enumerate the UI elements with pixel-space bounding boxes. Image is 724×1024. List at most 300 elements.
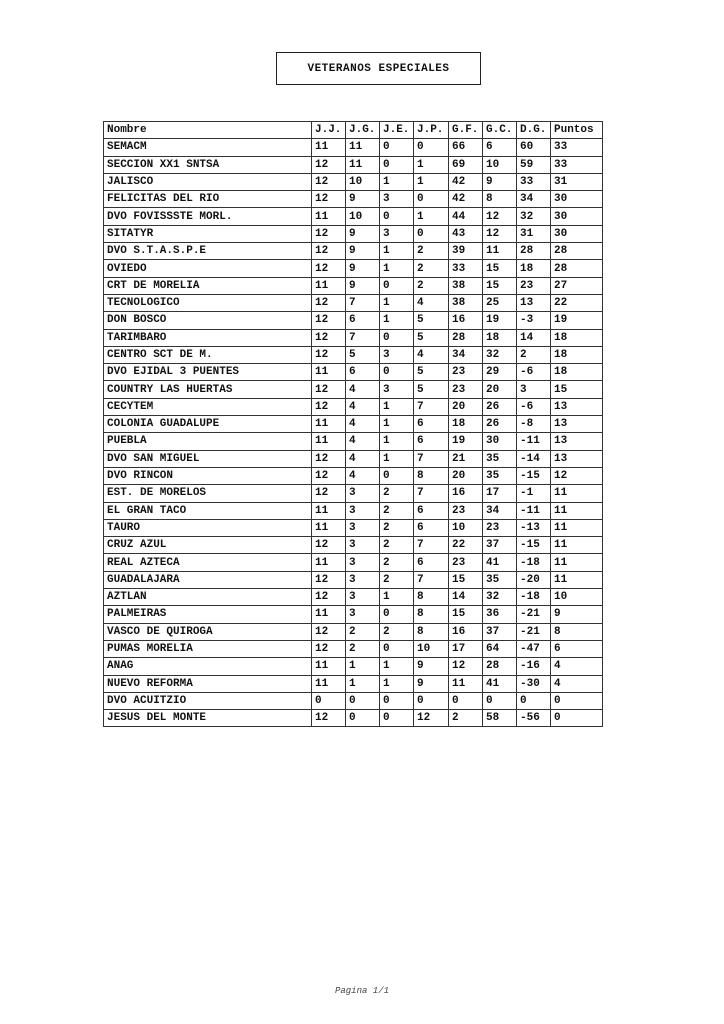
- cell-je: 0: [380, 606, 414, 623]
- table-body: [104, 139, 603, 727]
- cell-points: 6: [551, 640, 603, 657]
- cell-points: 13: [551, 416, 603, 433]
- cell-jp: 8: [414, 467, 449, 484]
- cell-jg: 3: [346, 485, 380, 502]
- cell-points: 28: [551, 260, 603, 277]
- cell-jp: 7: [414, 398, 449, 415]
- cell-points: 13: [551, 433, 603, 450]
- cell-jj: 11: [312, 277, 346, 294]
- cell-dg: -30: [517, 675, 551, 692]
- cell-jj: 12: [312, 243, 346, 260]
- cell-name: ANAG: [104, 658, 312, 675]
- cell-jp: 6: [414, 519, 449, 536]
- cell-gc: 32: [483, 589, 517, 606]
- column-header-jp: J.P.: [414, 122, 449, 139]
- cell-dg: -11: [517, 433, 551, 450]
- cell-jp: 7: [414, 450, 449, 467]
- cell-gf: 0: [449, 692, 483, 709]
- table-row: [104, 225, 603, 242]
- table-row: [104, 467, 603, 484]
- cell-jp: 4: [414, 346, 449, 363]
- cell-name: REAL AZTECA: [104, 554, 312, 571]
- page-footer: Pagina 1/1: [334, 986, 389, 996]
- cell-gc: 36: [483, 606, 517, 623]
- cell-gf: 23: [449, 502, 483, 519]
- cell-jg: 4: [346, 450, 380, 467]
- cell-points: 22: [551, 294, 603, 311]
- column-header-jj: J.J.: [312, 122, 346, 139]
- cell-gc: 10: [483, 156, 517, 173]
- cell-jg: 7: [346, 294, 380, 311]
- cell-gc: 11: [483, 243, 517, 260]
- cell-gf: 2: [449, 710, 483, 727]
- cell-gc: 32: [483, 346, 517, 363]
- cell-jg: 3: [346, 571, 380, 588]
- table-row: [104, 260, 603, 277]
- cell-dg: -18: [517, 554, 551, 571]
- cell-points: 9: [551, 606, 603, 623]
- cell-jj: 12: [312, 294, 346, 311]
- cell-gc: 58: [483, 710, 517, 727]
- cell-gc: 6: [483, 139, 517, 156]
- cell-name: CRUZ AZUL: [104, 537, 312, 554]
- cell-jj: 12: [312, 450, 346, 467]
- cell-gc: 15: [483, 277, 517, 294]
- table-row: [104, 346, 603, 363]
- cell-dg: -20: [517, 571, 551, 588]
- table-row: [104, 139, 603, 156]
- cell-name: EST. DE MORELOS: [104, 485, 312, 502]
- cell-dg: -21: [517, 623, 551, 640]
- cell-dg: 59: [517, 156, 551, 173]
- cell-jj: 12: [312, 225, 346, 242]
- cell-jg: 1: [346, 658, 380, 675]
- cell-je: 3: [380, 191, 414, 208]
- cell-gc: 26: [483, 416, 517, 433]
- cell-je: 2: [380, 502, 414, 519]
- cell-name: JALISCO: [104, 173, 312, 190]
- cell-name: DVO EJIDAL 3 PUENTES: [104, 364, 312, 381]
- cell-je: 0: [380, 692, 414, 709]
- cell-name: DON BOSCO: [104, 312, 312, 329]
- cell-je: 3: [380, 225, 414, 242]
- table-row: [104, 329, 603, 346]
- cell-name: VASCO DE QUIROGA: [104, 623, 312, 640]
- cell-gc: 15: [483, 260, 517, 277]
- cell-name: TARIMBARO: [104, 329, 312, 346]
- cell-jg: 4: [346, 381, 380, 398]
- table-row: [104, 312, 603, 329]
- cell-jp: 6: [414, 416, 449, 433]
- cell-name: AZTLAN: [104, 589, 312, 606]
- cell-points: 11: [551, 537, 603, 554]
- cell-je: 0: [380, 156, 414, 173]
- cell-points: 15: [551, 381, 603, 398]
- cell-name: DVO ACUITZIO: [104, 692, 312, 709]
- cell-jj: 11: [312, 519, 346, 536]
- cell-je: 1: [380, 589, 414, 606]
- cell-je: 1: [380, 398, 414, 415]
- cell-name: OVIEDO: [104, 260, 312, 277]
- table-row: [104, 554, 603, 571]
- cell-dg: 23: [517, 277, 551, 294]
- cell-gf: 39: [449, 243, 483, 260]
- cell-dg: -15: [517, 467, 551, 484]
- cell-gf: 20: [449, 398, 483, 415]
- cell-jj: 11: [312, 502, 346, 519]
- cell-points: 8: [551, 623, 603, 640]
- cell-gf: 43: [449, 225, 483, 242]
- cell-dg: -6: [517, 364, 551, 381]
- cell-jj: 11: [312, 658, 346, 675]
- cell-jp: 5: [414, 329, 449, 346]
- cell-dg: 2: [517, 346, 551, 363]
- cell-points: 13: [551, 450, 603, 467]
- cell-jp: 6: [414, 433, 449, 450]
- cell-je: 2: [380, 571, 414, 588]
- cell-je: 2: [380, 554, 414, 571]
- cell-points: 12: [551, 467, 603, 484]
- cell-name: PUMAS MORELIA: [104, 640, 312, 657]
- cell-jj: 12: [312, 191, 346, 208]
- cell-dg: -56: [517, 710, 551, 727]
- cell-points: 19: [551, 312, 603, 329]
- cell-dg: -21: [517, 606, 551, 623]
- cell-jp: 6: [414, 502, 449, 519]
- cell-name: JESUS DEL MONTE: [104, 710, 312, 727]
- cell-dg: -1: [517, 485, 551, 502]
- cell-je: 3: [380, 346, 414, 363]
- cell-jp: 0: [414, 225, 449, 242]
- cell-jg: 6: [346, 312, 380, 329]
- cell-jg: 3: [346, 554, 380, 571]
- table-row: [104, 571, 603, 588]
- cell-points: 11: [551, 571, 603, 588]
- column-header-gf: G.F.: [449, 122, 483, 139]
- table-row: [104, 381, 603, 398]
- cell-jj: 12: [312, 710, 346, 727]
- table-row: [104, 243, 603, 260]
- cell-points: 0: [551, 692, 603, 709]
- cell-name: CENTRO SCT DE M.: [104, 346, 312, 363]
- cell-jj: 0: [312, 692, 346, 709]
- cell-gf: 23: [449, 554, 483, 571]
- table-row: [104, 606, 603, 623]
- cell-name: SECCION XX1 SNTSA: [104, 156, 312, 173]
- table-header-row: [104, 122, 603, 139]
- document-title: [276, 52, 481, 85]
- cell-jj: 12: [312, 312, 346, 329]
- column-header-gc: G.C.: [483, 122, 517, 139]
- cell-jj: 11: [312, 433, 346, 450]
- cell-jp: 9: [414, 675, 449, 692]
- cell-jg: 4: [346, 416, 380, 433]
- cell-gf: 11: [449, 675, 483, 692]
- cell-points: 4: [551, 658, 603, 675]
- cell-points: 33: [551, 156, 603, 173]
- cell-jj: 12: [312, 623, 346, 640]
- cell-gf: 42: [449, 173, 483, 190]
- cell-gc: 41: [483, 675, 517, 692]
- cell-jg: 9: [346, 243, 380, 260]
- cell-dg: -13: [517, 519, 551, 536]
- cell-jj: 11: [312, 675, 346, 692]
- cell-gf: 15: [449, 606, 483, 623]
- cell-jg: 5: [346, 346, 380, 363]
- cell-gf: 23: [449, 364, 483, 381]
- cell-gc: 35: [483, 467, 517, 484]
- cell-gc: 28: [483, 658, 517, 675]
- cell-jj: 12: [312, 381, 346, 398]
- cell-gf: 16: [449, 485, 483, 502]
- cell-dg: -3: [517, 312, 551, 329]
- cell-jj: 12: [312, 589, 346, 606]
- cell-jp: 8: [414, 623, 449, 640]
- cell-jg: 4: [346, 467, 380, 484]
- cell-name: DVO RINCON: [104, 467, 312, 484]
- cell-jg: 11: [346, 156, 380, 173]
- cell-jj: 12: [312, 485, 346, 502]
- cell-points: 11: [551, 519, 603, 536]
- cell-name: EL GRAN TACO: [104, 502, 312, 519]
- table-row: [104, 675, 603, 692]
- cell-jj: 12: [312, 173, 346, 190]
- cell-gc: 23: [483, 519, 517, 536]
- cell-jg: 10: [346, 208, 380, 225]
- cell-jg: 6: [346, 364, 380, 381]
- cell-gf: 38: [449, 277, 483, 294]
- cell-jg: 3: [346, 606, 380, 623]
- cell-dg: 60: [517, 139, 551, 156]
- cell-jp: 1: [414, 208, 449, 225]
- cell-jp: 1: [414, 156, 449, 173]
- cell-jg: 9: [346, 277, 380, 294]
- cell-jj: 11: [312, 554, 346, 571]
- cell-dg: 18: [517, 260, 551, 277]
- cell-dg: -8: [517, 416, 551, 433]
- cell-je: 0: [380, 208, 414, 225]
- cell-jp: 12: [414, 710, 449, 727]
- cell-jp: 0: [414, 692, 449, 709]
- cell-gc: 26: [483, 398, 517, 415]
- cell-points: 18: [551, 329, 603, 346]
- cell-points: 13: [551, 398, 603, 415]
- cell-gc: 17: [483, 485, 517, 502]
- cell-je: 2: [380, 485, 414, 502]
- document-title-text: VETERANOS ESPECIALES: [307, 62, 450, 75]
- cell-dg: 32: [517, 208, 551, 225]
- cell-jj: 12: [312, 467, 346, 484]
- cell-jj: 12: [312, 537, 346, 554]
- cell-je: 1: [380, 675, 414, 692]
- table-row: [104, 294, 603, 311]
- cell-je: 1: [380, 416, 414, 433]
- column-header-name: Nombre: [104, 122, 312, 139]
- cell-gf: 14: [449, 589, 483, 606]
- cell-je: 0: [380, 329, 414, 346]
- cell-jg: 4: [346, 398, 380, 415]
- cell-jp: 7: [414, 571, 449, 588]
- cell-name: TECNOLOGICO: [104, 294, 312, 311]
- cell-gc: 30: [483, 433, 517, 450]
- cell-jg: 0: [346, 692, 380, 709]
- cell-jg: 2: [346, 640, 380, 657]
- cell-gf: 19: [449, 433, 483, 450]
- cell-name: DVO SAN MIGUEL: [104, 450, 312, 467]
- cell-points: 11: [551, 554, 603, 571]
- cell-jj: 11: [312, 606, 346, 623]
- cell-je: 1: [380, 243, 414, 260]
- cell-gc: 64: [483, 640, 517, 657]
- standings-table: [103, 121, 603, 727]
- table-row: [104, 710, 603, 727]
- cell-points: 33: [551, 139, 603, 156]
- cell-jg: 3: [346, 519, 380, 536]
- cell-points: 27: [551, 277, 603, 294]
- cell-points: 18: [551, 364, 603, 381]
- cell-dg: 33: [517, 173, 551, 190]
- table-row: [104, 623, 603, 640]
- cell-points: 10: [551, 589, 603, 606]
- cell-je: 2: [380, 623, 414, 640]
- cell-jj: 11: [312, 139, 346, 156]
- cell-jg: 10: [346, 173, 380, 190]
- cell-dg: 31: [517, 225, 551, 242]
- cell-jg: 0: [346, 710, 380, 727]
- cell-jg: 3: [346, 537, 380, 554]
- cell-jp: 6: [414, 554, 449, 571]
- cell-gf: 42: [449, 191, 483, 208]
- cell-je: 1: [380, 312, 414, 329]
- cell-gf: 12: [449, 658, 483, 675]
- cell-jj: 12: [312, 571, 346, 588]
- cell-jj: 11: [312, 416, 346, 433]
- cell-je: 2: [380, 537, 414, 554]
- cell-jj: 12: [312, 329, 346, 346]
- cell-jg: 9: [346, 191, 380, 208]
- cell-je: 1: [380, 433, 414, 450]
- cell-gf: 21: [449, 450, 483, 467]
- cell-gf: 15: [449, 571, 483, 588]
- column-header-je: J.E.: [380, 122, 414, 139]
- cell-dg: 14: [517, 329, 551, 346]
- cell-jp: 0: [414, 191, 449, 208]
- cell-points: 30: [551, 191, 603, 208]
- cell-jp: 4: [414, 294, 449, 311]
- cell-je: 0: [380, 364, 414, 381]
- cell-jp: 5: [414, 312, 449, 329]
- cell-gc: 9: [483, 173, 517, 190]
- cell-gf: 38: [449, 294, 483, 311]
- cell-gf: 22: [449, 537, 483, 554]
- cell-gf: 23: [449, 381, 483, 398]
- cell-gf: 20: [449, 467, 483, 484]
- cell-gf: 33: [449, 260, 483, 277]
- cell-jp: 1: [414, 173, 449, 190]
- table-row: [104, 416, 603, 433]
- cell-gc: 8: [483, 191, 517, 208]
- cell-name: PALMEIRAS: [104, 606, 312, 623]
- cell-jp: 7: [414, 485, 449, 502]
- table-row: [104, 640, 603, 657]
- cell-jj: 11: [312, 208, 346, 225]
- table-row: [104, 450, 603, 467]
- cell-name: COLONIA GUADALUPE: [104, 416, 312, 433]
- cell-jj: 12: [312, 260, 346, 277]
- cell-jg: 3: [346, 589, 380, 606]
- cell-je: 3: [380, 381, 414, 398]
- cell-je: 0: [380, 139, 414, 156]
- cell-points: 11: [551, 502, 603, 519]
- cell-gc: 12: [483, 208, 517, 225]
- cell-points: 11: [551, 485, 603, 502]
- cell-gf: 17: [449, 640, 483, 657]
- cell-gc: 18: [483, 329, 517, 346]
- cell-dg: -14: [517, 450, 551, 467]
- cell-dg: 3: [517, 381, 551, 398]
- cell-jp: 2: [414, 243, 449, 260]
- table-row: [104, 485, 603, 502]
- cell-name: DVO FOVISSSTE MORL.: [104, 208, 312, 225]
- cell-je: 1: [380, 260, 414, 277]
- cell-dg: 34: [517, 191, 551, 208]
- cell-jg: 4: [346, 433, 380, 450]
- cell-gc: 29: [483, 364, 517, 381]
- cell-jp: 2: [414, 260, 449, 277]
- cell-points: 30: [551, 225, 603, 242]
- cell-je: 0: [380, 710, 414, 727]
- cell-jj: 12: [312, 398, 346, 415]
- cell-gf: 28: [449, 329, 483, 346]
- cell-jg: 1: [346, 675, 380, 692]
- cell-name: SITATYR: [104, 225, 312, 242]
- cell-dg: 13: [517, 294, 551, 311]
- column-header-dg: D.G.: [517, 122, 551, 139]
- cell-name: SEMACM: [104, 139, 312, 156]
- cell-jp: 2: [414, 277, 449, 294]
- cell-gf: 18: [449, 416, 483, 433]
- cell-je: 1: [380, 658, 414, 675]
- cell-gc: 37: [483, 537, 517, 554]
- table-row: [104, 537, 603, 554]
- cell-je: 0: [380, 640, 414, 657]
- cell-points: 4: [551, 675, 603, 692]
- cell-gf: 16: [449, 312, 483, 329]
- cell-gc: 12: [483, 225, 517, 242]
- cell-je: 1: [380, 294, 414, 311]
- cell-points: 28: [551, 243, 603, 260]
- table-row: [104, 519, 603, 536]
- cell-name: COUNTRY LAS HUERTAS: [104, 381, 312, 398]
- cell-points: 31: [551, 173, 603, 190]
- table-row: [104, 191, 603, 208]
- cell-name: NUEVO REFORMA: [104, 675, 312, 692]
- table-row: [104, 502, 603, 519]
- cell-jg: 3: [346, 502, 380, 519]
- cell-dg: -47: [517, 640, 551, 657]
- cell-je: 0: [380, 277, 414, 294]
- column-header-jg: J.G.: [346, 122, 380, 139]
- cell-jg: 9: [346, 225, 380, 242]
- cell-name: GUADALAJARA: [104, 571, 312, 588]
- cell-dg: -18: [517, 589, 551, 606]
- cell-gf: 69: [449, 156, 483, 173]
- cell-jj: 12: [312, 156, 346, 173]
- column-header-points: Puntos: [551, 122, 603, 139]
- table-row: [104, 658, 603, 675]
- table-row: [104, 277, 603, 294]
- cell-jp: 9: [414, 658, 449, 675]
